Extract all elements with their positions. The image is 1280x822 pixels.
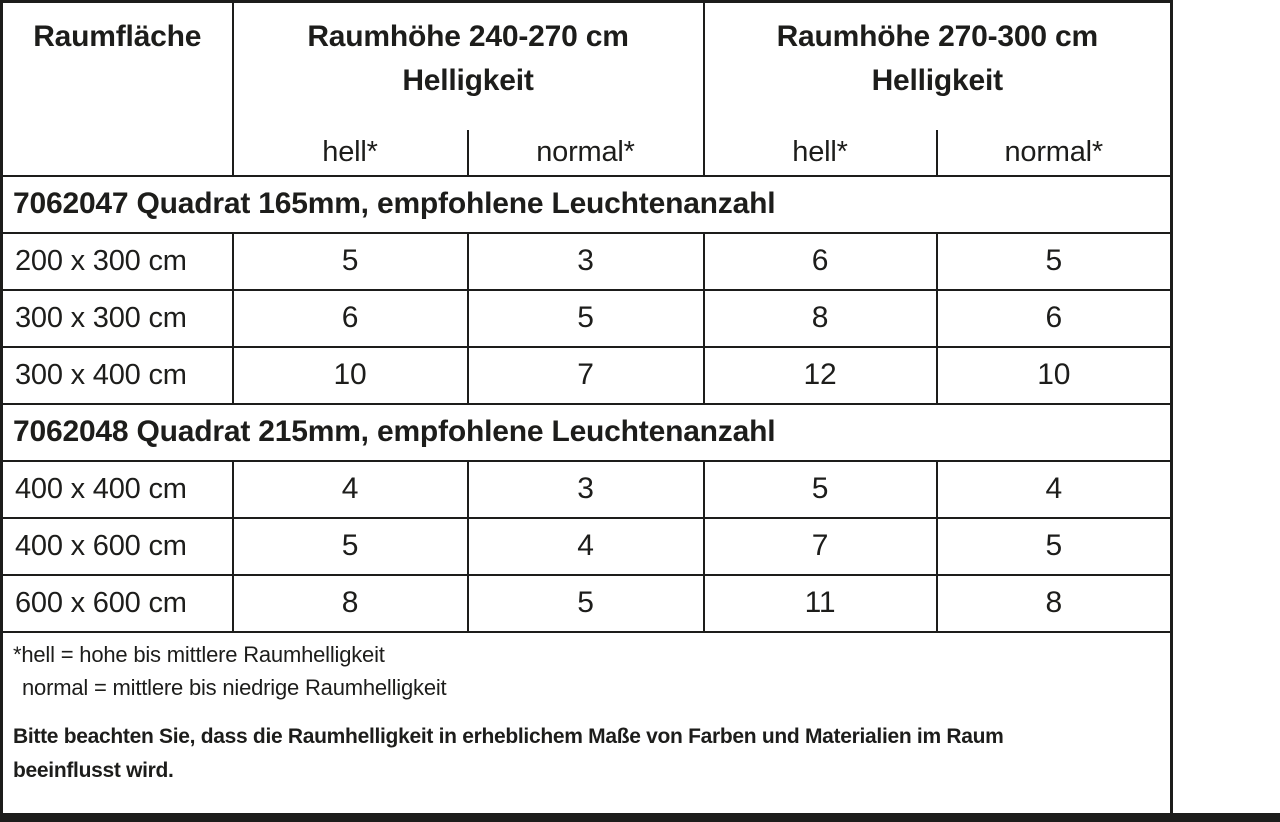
group-header-240-270: [233, 2, 704, 130]
cell-value: 6: [704, 233, 937, 290]
group-subtitle: Helligkeit: [402, 64, 534, 97]
cell-value: 7: [468, 347, 704, 404]
cell-value: 5: [233, 518, 468, 575]
cell-value: 6: [233, 290, 468, 347]
table-row: [2, 290, 1172, 347]
cell-value: 4: [468, 518, 704, 575]
cell-value: 10: [937, 347, 1172, 404]
subheader-normal-2: normal*: [937, 130, 1172, 176]
section-title: 7062048 Quadrat 215mm, empfohlene Leuchtenanzahl: [2, 404, 1172, 461]
table-row: [2, 347, 1172, 404]
table-row: [2, 233, 1172, 290]
subheader-hell-1: hell*: [233, 130, 468, 176]
table-row: [2, 461, 1172, 518]
footer-row: [2, 632, 1172, 814]
table-row: [2, 575, 1172, 632]
group-title: Raumhöhe 240-270 cm: [307, 20, 629, 53]
cell-value: 8: [937, 575, 1172, 632]
section-header-7062047: [2, 176, 1172, 233]
cell-value: 4: [937, 461, 1172, 518]
cell-value: 10: [233, 347, 468, 404]
footnote-normal: normal = mittlere bis niedrige Raumhelligkeit: [22, 674, 447, 700]
row-label: 200 x 300 cm: [2, 233, 233, 290]
notice-line-1: Bitte beachten Sie, dass die Raumhelligkeit in erheblichem Maße von Farben und Materialien im Raum: [13, 724, 1004, 748]
cell-value: 5: [704, 461, 937, 518]
row-label: 400 x 600 cm: [2, 518, 233, 575]
table-row: [2, 518, 1172, 575]
row-label: 600 x 600 cm: [2, 575, 233, 632]
group-subtitle: Helligkeit: [871, 64, 1003, 97]
section-title: 7062047 Quadrat 165mm, empfohlene Leuchtenanzahl: [2, 176, 1172, 233]
section-header-7062048: [2, 404, 1172, 461]
corner-header-raumflaeche: Raumfläche: [2, 2, 233, 176]
subheader-hell-2: hell*: [704, 130, 937, 176]
notice-line-2: beeinflusst wird.: [13, 758, 174, 782]
row-label: 400 x 400 cm: [2, 461, 233, 518]
cell-value: 5: [233, 233, 468, 290]
cell-value: 12: [704, 347, 937, 404]
cell-value: 5: [937, 518, 1172, 575]
cell-value: 7: [704, 518, 937, 575]
cell-value: 11: [704, 575, 937, 632]
subheader-normal-1: normal*: [468, 130, 704, 176]
row-label: 300 x 300 cm: [2, 290, 233, 347]
cell-value: 8: [704, 290, 937, 347]
row-label: 300 x 400 cm: [2, 347, 233, 404]
bottom-rule: [0, 813, 1280, 822]
group-header-270-300: [704, 2, 1172, 130]
cell-value: 6: [937, 290, 1172, 347]
cell-value: 3: [468, 233, 704, 290]
cell-value: 5: [937, 233, 1172, 290]
cell-value: 5: [468, 575, 704, 632]
cell-value: 3: [468, 461, 704, 518]
cell-value: 8: [233, 575, 468, 632]
cell-value: 4: [233, 461, 468, 518]
footnote-hell: *hell = hohe bis mittlere Raumhelligkeit: [13, 641, 385, 667]
group-title: Raumhöhe 270-300 cm: [776, 20, 1098, 53]
footer-cell: [2, 632, 1172, 814]
header-row-groups: [2, 2, 1172, 130]
notice-text: [13, 720, 1160, 788]
cell-value: 5: [468, 290, 704, 347]
